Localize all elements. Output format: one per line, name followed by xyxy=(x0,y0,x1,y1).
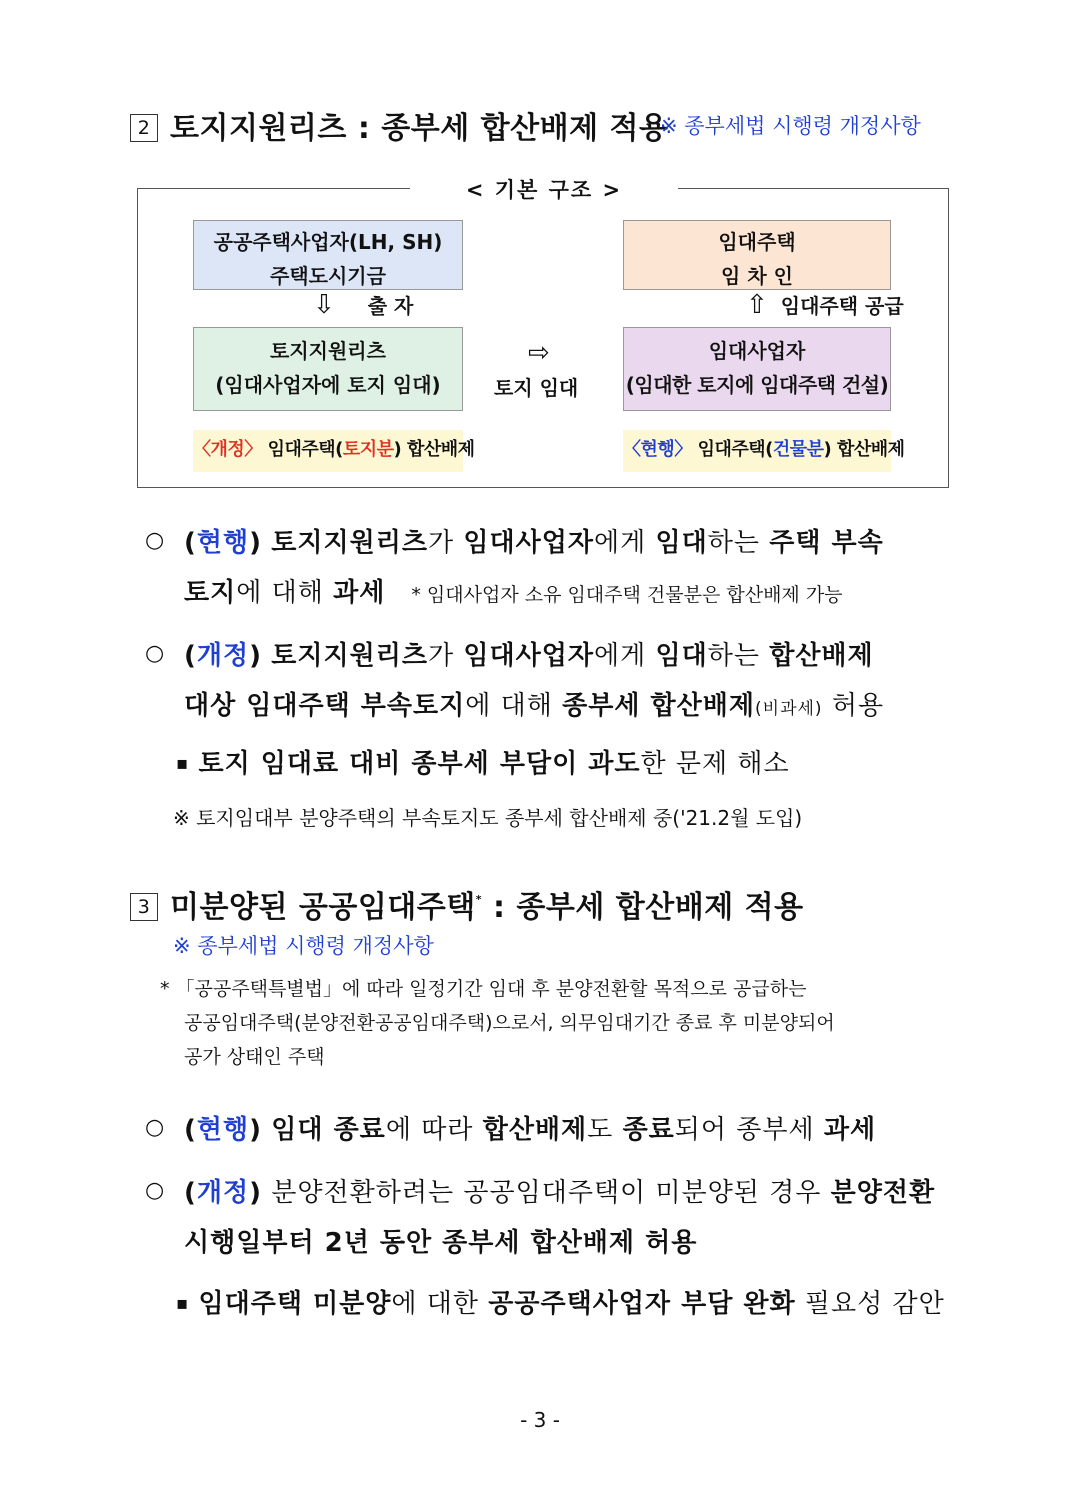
para-line xyxy=(184,681,884,734)
status-tag: 개정 xyxy=(196,641,250,671)
footnote-line: 공공임대주택(분양전환공공임대주택)으로서, 의무임대기간 종료 후 미분양되어 xyxy=(184,1012,835,1034)
para-line: (개정) 토지지원리츠가 임대사업자에게 임대하는 합산배제 xyxy=(184,641,874,671)
tag-highlight: 토지분 xyxy=(342,439,394,460)
status-tag: 개정 xyxy=(196,1178,250,1208)
para-line: (개정) 분양전환하려는 공공임대주택이 미분양된 경우 분양전환 xyxy=(184,1178,936,1208)
text-bold: 토지지원리츠 xyxy=(271,528,428,558)
arrow-up-icon: ⇧ xyxy=(746,290,768,320)
box-line: 공공주택사업자(LH, SH) xyxy=(213,230,443,254)
text-bold: 합산배제 xyxy=(482,1115,588,1145)
section-2-heading xyxy=(130,103,668,147)
text: 한 문제 해소 xyxy=(640,749,790,779)
page-number: - 3 - xyxy=(520,1408,560,1432)
diagram-title: < 기본 구조 > xyxy=(465,178,623,202)
tag-text: 임대주택( xyxy=(267,439,343,460)
section-number: 2 xyxy=(130,114,158,142)
tag-text: 임대주택( xyxy=(697,439,773,460)
status-tag: 현행 xyxy=(196,1115,250,1145)
text-bold: 임대주택 미분양 xyxy=(198,1289,392,1319)
box-line: 임대주택 xyxy=(718,230,796,254)
footnote-marker: * xyxy=(475,893,483,906)
box-line: 토지지원리츠 xyxy=(270,339,386,363)
box-land-reits xyxy=(193,327,463,411)
para-current-land-reits xyxy=(184,518,884,620)
text-bold: 임대사업자 xyxy=(463,641,594,671)
text: 도 xyxy=(587,1115,623,1145)
text-bold: 토지지원리츠 xyxy=(271,641,428,671)
arrow-investment xyxy=(313,290,413,320)
text: 하는 xyxy=(707,641,770,671)
bullet-circle: ○ xyxy=(145,1115,165,1140)
note-land-lease-housing: ※ 토지임대부 분양주택의 부속토지도 종부세 합산배제 중('21.2월 도입) xyxy=(173,806,803,830)
para-revised-land-reits xyxy=(184,631,884,734)
text-bold: 분양전환 xyxy=(830,1178,936,1208)
bullet-circle: ○ xyxy=(145,528,165,553)
text: 필요성 감안 xyxy=(795,1289,945,1319)
arrow-right-icon: ⇨ xyxy=(528,338,550,368)
box-line: (임대한 토지에 임대주택 건설) xyxy=(625,373,889,397)
section-title: 토지지원리츠 : 종부세 합산배제 적용 xyxy=(170,111,669,146)
para-line xyxy=(184,568,884,620)
text-bold: 임대 종료 xyxy=(271,1115,386,1145)
text: 가 xyxy=(427,528,464,558)
section-2-note: ※ 종부세법 시행령 개정사항 xyxy=(660,114,921,138)
text-bold: 임대사업자 xyxy=(463,528,594,558)
text: 에 대한 xyxy=(391,1289,489,1319)
text-bold: 종료 xyxy=(622,1115,675,1145)
box-line: 임 차 인 xyxy=(721,264,793,288)
box-line: 주택도시기금 xyxy=(270,264,386,288)
tag-prefix: 〈개정〉 xyxy=(193,439,262,460)
footnote-line: 공가 상태인 주택 xyxy=(184,1046,325,1068)
para-line: 시행일부터 2년 동안 종부세 합산배제 허용 xyxy=(184,1228,698,1258)
text: 분양전환하려는 공공임대주택이 미분양된 경우 xyxy=(271,1178,831,1208)
box-public-housing xyxy=(193,220,463,290)
section-title: : 종부세 합산배제 적용 xyxy=(482,890,804,925)
text-bold: 공공주택사업자 부담 완화 xyxy=(488,1289,796,1319)
tag-revised xyxy=(193,430,475,472)
text-bold: 토지 xyxy=(184,578,237,608)
text: 에 대해 xyxy=(236,578,334,608)
tag-highlight: 건물분 xyxy=(772,439,824,460)
text-bold: 종부세 합산배제 xyxy=(562,691,756,721)
bullet-circle: ○ xyxy=(145,1178,165,1203)
para-line: (현행) 임대 종료에 따라 합산배제도 종료되어 종부세 과세 xyxy=(184,1115,877,1145)
tag-text: ) 합산배제 xyxy=(823,439,905,460)
para-line: (현행) 토지지원리츠가 임대사업자에게 임대하는 주택 부속 xyxy=(184,528,884,558)
bullet-square: ▪ xyxy=(176,1293,190,1314)
para-current-unsold xyxy=(184,1105,876,1155)
arrow-label: 임대주택 공급 xyxy=(780,294,904,318)
sub-bullet-burden xyxy=(176,743,790,780)
sub-bullet-relief xyxy=(176,1283,945,1320)
box-line: (임대사업자에 토지 임대) xyxy=(215,373,441,397)
text: 에게 xyxy=(593,528,656,558)
section-3-note: ※ 종부세법 시행령 개정사항 xyxy=(173,934,434,958)
arrow-label: 출 자 xyxy=(367,294,414,318)
bullet-square: ▪ xyxy=(176,753,190,774)
text-bold: 토지 임대료 대비 종부세 부담이 과도 xyxy=(198,749,641,779)
box-line: 임대사업자 xyxy=(708,339,806,363)
text: 하는 xyxy=(707,528,770,558)
section-title: 미분양된 공공임대주택 xyxy=(170,890,476,925)
para-revised-unsold xyxy=(184,1168,935,1268)
arrow-land-lease-label: 토지 임대 xyxy=(494,376,579,400)
text-small: (비과세) xyxy=(755,699,823,719)
text-bold: 주택 부속 xyxy=(769,528,884,558)
bullet-circle: ○ xyxy=(145,641,165,666)
box-tenant xyxy=(623,220,891,290)
inline-note: * 임대사업자 소유 임대주택 건물분은 합산배제 가능 xyxy=(411,584,843,606)
text: 에 대해 xyxy=(465,691,563,721)
status-tag: 현행 xyxy=(196,528,250,558)
text: 가 xyxy=(427,641,464,671)
text: 되어 종부세 xyxy=(674,1115,824,1145)
arrow-supply xyxy=(746,290,904,320)
text-bold: 임대 xyxy=(655,528,708,558)
text-bold: 과세 xyxy=(333,578,386,608)
text-bold: 합산배제 xyxy=(769,641,874,671)
footnote-unsold-housing xyxy=(160,972,835,1074)
section-number: 3 xyxy=(130,893,158,921)
text: 에게 xyxy=(593,641,656,671)
text-bold: 과세 xyxy=(823,1115,877,1145)
box-rental-operator xyxy=(623,327,891,411)
text-bold: 대상 임대주택 부속토지 xyxy=(184,691,466,721)
tag-current xyxy=(623,430,905,472)
text-bold: 임대 xyxy=(655,641,708,671)
text: 에 따라 xyxy=(385,1115,483,1145)
tag-text: ) 합산배제 xyxy=(393,439,475,460)
text: 허용 xyxy=(822,691,885,721)
footnote-line: * 「공공주택특별법」에 따라 일정기간 임대 후 분양전환할 목적으로 공급하는 xyxy=(160,978,807,1000)
tag-prefix: 〈현행〉 xyxy=(623,439,692,460)
section-3-heading xyxy=(130,882,804,926)
arrow-down-icon: ⇩ xyxy=(313,290,335,320)
